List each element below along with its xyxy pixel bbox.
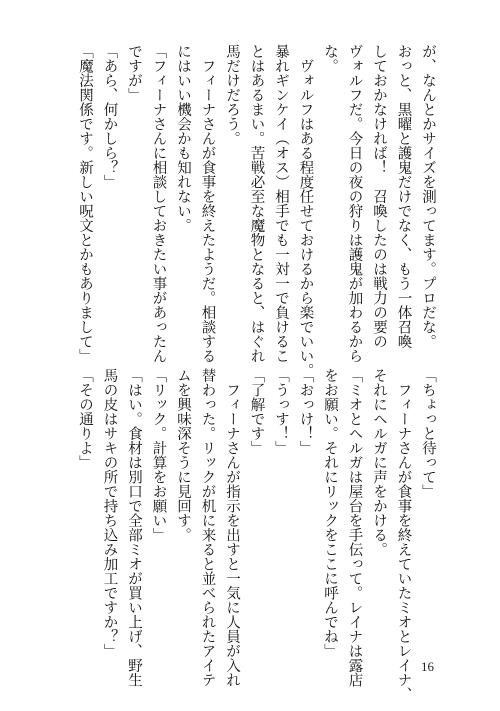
text-line: 「あら、何かしら？」 [101, 44, 118, 189]
text-line: 馬だけだろう。 [224, 44, 240, 146]
text-line: 「ちょっと待って」 [420, 368, 436, 499]
page-number: 16 [421, 659, 434, 674]
text-line: 「フィーナさんに相談しておきたい事があったん [150, 44, 167, 363]
text-line: 「おっけ！」 [297, 368, 314, 455]
text-line: ですが」 [126, 44, 142, 102]
text-line: ヴォルフだ。今日の夜の狩りは護鬼が加わるから [346, 44, 363, 363]
text-line: 「了解です」 [248, 368, 265, 455]
text-line: ヴォルフはある程度任せておけるから楽でいい。 [297, 44, 314, 378]
text-block-top [73, 44, 441, 378]
text-line: にはいい機会かも知れない。 [175, 44, 191, 233]
text-line: が、なんとかサイズを測ってます。プロだな。 [420, 44, 436, 349]
text-line: 馬の皮はサキの所で持ち込み加工ですか？」 [101, 368, 118, 658]
text-line: フィーナさんが食事を終えたようだ。相談する [199, 44, 216, 363]
text-line: おっと、黒曜と護鬼だけでなく、もう一体召喚 [395, 44, 412, 349]
text-line: とはあるまい。苦戦必至な魔物となると、はぐれ [248, 44, 265, 363]
text-line: 替わった。リックが机に来ると並べられたアイテ [199, 368, 216, 687]
text-line: 「リック。計算をお願い」 [150, 368, 167, 542]
text-block-bottom [73, 368, 441, 702]
text-line: 「魔法関係です。新しい呪文とかもありまして」 [77, 44, 93, 363]
text-line: 「はい。食材は別口で全部ミオが買い上げ、野生 [126, 368, 142, 687]
text-line: フィーナさんが指示を出すと一気に人員が入れ [224, 368, 240, 687]
text-line: 「うっす！」 [273, 368, 289, 455]
text-line: ムを興味深そうに見回す。 [175, 368, 191, 542]
text-line: しておかなければ！ 召喚したのは戦力の要の [371, 44, 387, 349]
text-line: 「ミオとヘルガは屋台を手伝って。レイナは露店 [346, 368, 363, 687]
text-line: 「その通りよ」 [77, 368, 93, 470]
text-line: それにヘルガに声をかける。 [371, 368, 387, 557]
text-line: をお願い。それにリックをここに呼んでね」 [322, 368, 338, 658]
text-line: な。 [322, 44, 338, 73]
text-line: 暴れギンケイ（オス）相手でも一対一で負けるこ [273, 44, 289, 363]
text-line: フィーナさんが食事を終えていたミオとレイナ、 [395, 368, 412, 702]
